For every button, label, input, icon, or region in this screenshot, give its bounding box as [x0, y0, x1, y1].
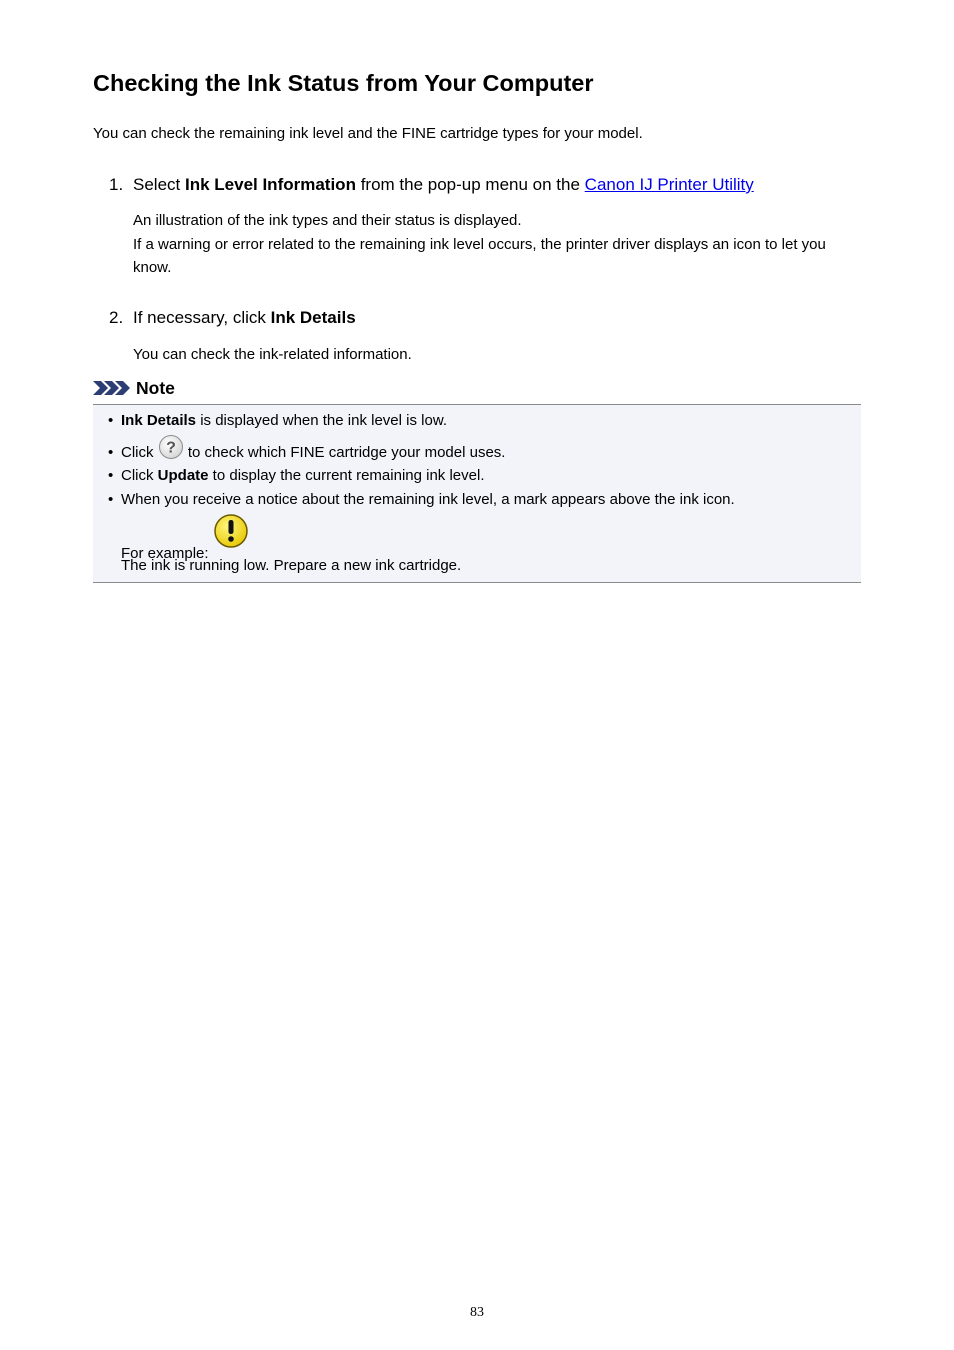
step-body-line: know.: [133, 259, 172, 276]
bullet-text: Click: [121, 467, 158, 484]
note-title: Note: [136, 377, 175, 398]
example-description: The ink is running low. Prepare a new ink cartridge.: [121, 557, 462, 574]
bullet-glyph: •: [108, 467, 114, 484]
note-bullet-1: [108, 412, 447, 429]
step-number: 2.: [109, 308, 124, 327]
ui-term: Ink Level Information: [184, 175, 356, 194]
step-1-heading: [109, 175, 754, 195]
note-bullet-4: [108, 491, 735, 508]
ui-term: Ink Details: [270, 308, 356, 327]
bullet-glyph: •: [108, 444, 114, 461]
bullet-text: to check which FINE cartridge your model uses.: [183, 444, 506, 461]
question-mark-icon: [158, 434, 184, 464]
step-body-line: If a warning or error related to the remaining ink level occurs, the printer driver displays an icon to let you: [133, 235, 826, 253]
ui-term: Update: [157, 467, 209, 484]
bullet-glyph: •: [108, 491, 114, 508]
page-number: 83: [470, 1305, 484, 1320]
note-box: [93, 404, 861, 583]
example-line: [121, 513, 249, 562]
step-2-body: [133, 343, 863, 367]
step-text: from the pop-up menu on the: [355, 175, 585, 194]
exclamation-warning-icon: [213, 513, 249, 553]
bullet-glyph: •: [108, 412, 114, 429]
bullet-text: to display the current remaining ink level.: [208, 467, 485, 484]
example-label: For example:: [121, 545, 213, 562]
ui-term: Ink Details: [121, 412, 197, 429]
bullet-text: When you receive a notice about the remaining ink level, a mark appears above the ink icon.: [121, 491, 735, 508]
note-bullet-3: [108, 467, 485, 484]
step-body-line: An illustration of the ink types and their status is displayed.: [133, 212, 522, 229]
step-text: If necessary, click: [133, 308, 271, 327]
page-title: Checking the Ink Status from Your Computer: [93, 70, 594, 96]
bullet-text: is displayed when the ink level is low.: [196, 412, 447, 429]
step-text: Select: [133, 175, 185, 194]
note-bullet-2: [108, 434, 505, 464]
step-number: 1.: [109, 175, 124, 194]
bullet-text: Click: [121, 444, 158, 461]
intro-text: You can check the remaining ink level and the FINE cartridge types for your model.: [93, 125, 643, 142]
step-2-heading: [109, 308, 356, 328]
svg-text:?: ?: [165, 439, 176, 457]
step-1-body: [133, 209, 863, 280]
step-body-line: You can check the ink-related information.: [133, 346, 412, 363]
canon-ij-printer-utility-link[interactable]: Canon IJ Printer Utility: [584, 175, 754, 194]
chevrons-icon: [93, 380, 131, 396]
note-heading: [93, 377, 175, 399]
